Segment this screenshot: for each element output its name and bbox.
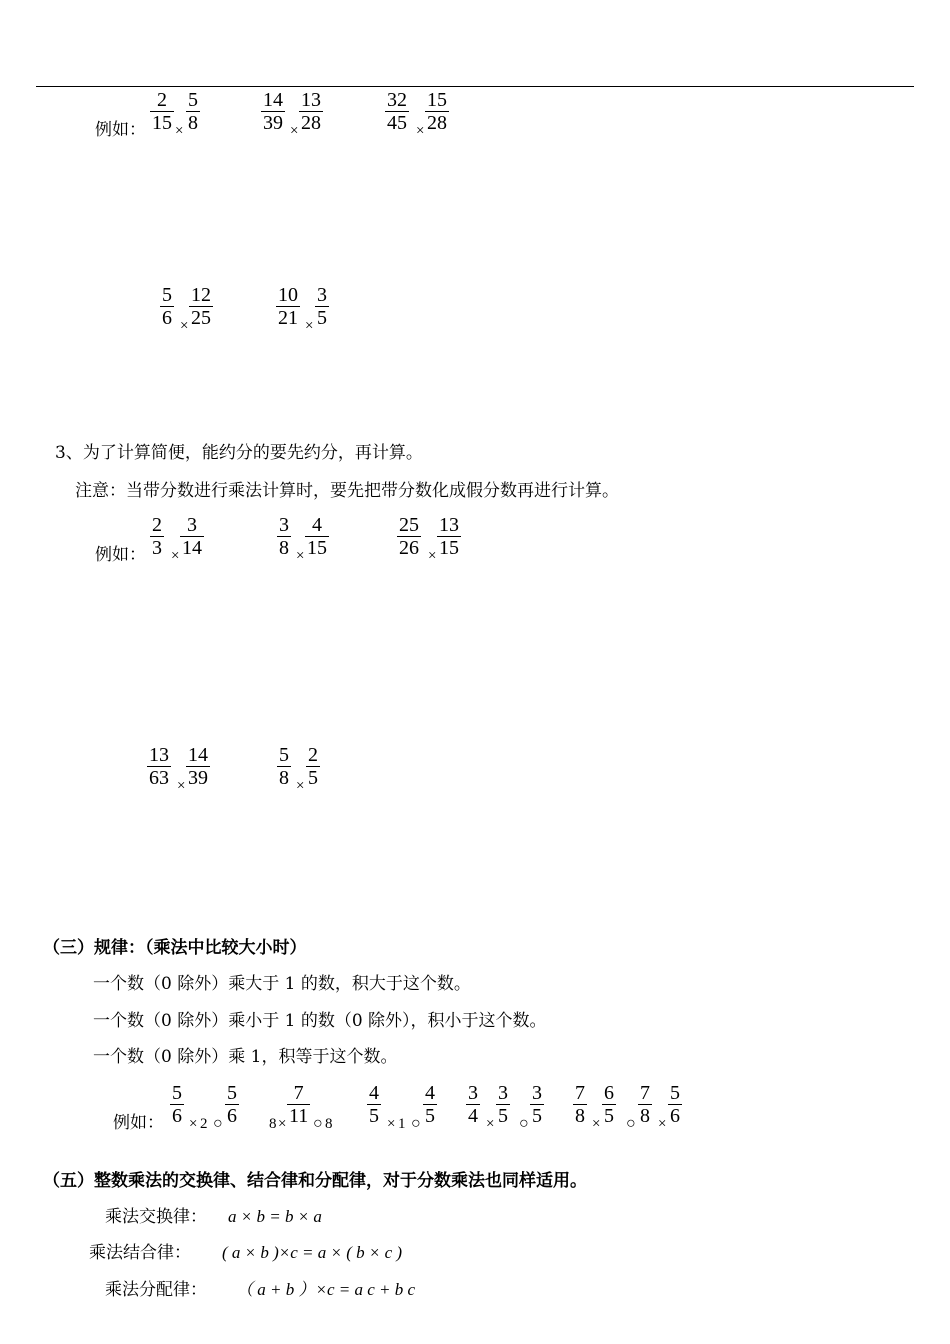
multiplier: 2 — [200, 1116, 208, 1132]
times-sign: × — [171, 548, 180, 564]
fraction: 4 5 — [369, 1082, 379, 1127]
example-label: 例如： — [95, 545, 146, 565]
fraction: 14 39 — [263, 89, 283, 134]
fraction: 15 28 — [427, 89, 447, 134]
example-label: 例如： — [113, 1113, 164, 1133]
section-heading: （三）规律：（乘法中比较大小时） — [43, 938, 307, 958]
fraction: 7 8 — [640, 1082, 650, 1127]
example-label: 例如： — [95, 120, 146, 140]
fraction: 3 5 — [317, 284, 327, 329]
times-sign: × — [416, 123, 425, 139]
fraction: 13 63 — [149, 744, 169, 789]
fraction: 10 21 — [278, 284, 298, 329]
compare-circle: ○ — [313, 1115, 323, 1132]
law-label: 乘法交换律： — [105, 1207, 207, 1227]
compare-circle: ○ — [626, 1115, 636, 1132]
times-sign: × — [486, 1116, 495, 1132]
fraction: 3 8 — [279, 514, 289, 559]
fraction: 13 28 — [301, 89, 321, 134]
law-label: 乘法分配律： — [105, 1280, 207, 1300]
times-sign: × — [428, 548, 437, 564]
rule-text: 3、为了计算简便，能约分的要先约分，再计算。 — [55, 443, 423, 463]
fraction: 2 5 — [308, 744, 318, 789]
fraction: 2 3 — [152, 514, 162, 559]
section-heading: （五）整数乘法的交换律、结合律和分配律，对于分数乘法也同样适用。 — [43, 1171, 587, 1191]
times-sign: × — [387, 1116, 396, 1132]
fraction: 7 8 — [575, 1082, 585, 1127]
fraction: 5 6 — [670, 1082, 680, 1127]
law-formula: a × b = b × a — [228, 1207, 322, 1226]
fraction: 3 5 — [532, 1082, 542, 1127]
times-sign: × — [189, 1116, 198, 1132]
compare-circle: ○ — [519, 1115, 529, 1132]
times-sign: × — [278, 1116, 287, 1132]
fraction: 32 45 — [387, 89, 407, 134]
fraction: 12 25 — [191, 284, 211, 329]
law-label: 乘法结合律： — [89, 1243, 191, 1263]
times-sign: × — [180, 318, 189, 334]
fraction: 3 4 — [468, 1082, 478, 1127]
fraction: 14 39 — [188, 744, 208, 789]
rule-text: 一个数（0 除外）乘大于 1 的数，积大于这个数。 — [93, 974, 471, 994]
multiplier: 1 — [398, 1116, 406, 1132]
whole-number: 8 — [269, 1116, 277, 1132]
law-formula: ( a × b )×c = a × ( b × c ) — [222, 1243, 403, 1262]
fraction: 3 5 — [498, 1082, 508, 1127]
times-sign: × — [305, 318, 314, 334]
fraction: 3 14 — [182, 514, 202, 559]
fraction: 7 11 — [289, 1082, 309, 1127]
compare-circle: ○ — [213, 1115, 223, 1132]
rule-text: 一个数（0 除外）乘 1，积等于这个数。 — [93, 1047, 398, 1067]
fraction: 2 15 — [152, 89, 172, 134]
times-sign: × — [592, 1116, 601, 1132]
times-sign: × — [658, 1116, 667, 1132]
fraction: 5 6 — [172, 1082, 182, 1127]
fraction: 13 15 — [439, 514, 459, 559]
times-sign: × — [177, 778, 186, 794]
times-sign: × — [296, 778, 305, 794]
note-text: 注意：当带分数进行乘法计算时，要先把带分数化成假分数再进行计算。 — [75, 481, 619, 501]
times-sign: × — [290, 123, 299, 139]
header-rule — [36, 86, 914, 87]
fraction: 5 8 — [279, 744, 289, 789]
law-formula: （ a + b ）×c = a c + b c — [236, 1280, 416, 1299]
fraction: 5 8 — [188, 89, 198, 134]
whole-number: 8 — [325, 1116, 333, 1132]
rule-text: 一个数（0 除外）乘小于 1 的数（0 除外），积小于这个数。 — [93, 1011, 547, 1031]
fraction: 25 26 — [399, 514, 419, 559]
times-sign: × — [175, 123, 184, 139]
compare-circle: ○ — [411, 1115, 421, 1132]
fraction: 4 15 — [307, 514, 327, 559]
fraction: 6 5 — [604, 1082, 614, 1127]
fraction: 5 6 — [227, 1082, 237, 1127]
fraction: 5 6 — [162, 284, 172, 329]
fraction: 4 5 — [425, 1082, 435, 1127]
times-sign: × — [296, 548, 305, 564]
